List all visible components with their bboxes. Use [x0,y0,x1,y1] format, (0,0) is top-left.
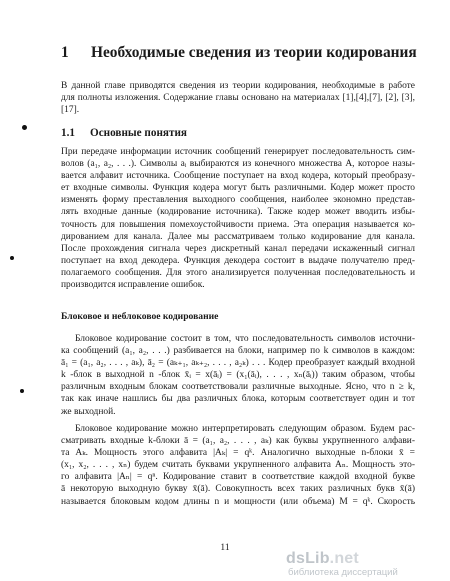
chapter-heading [61,44,421,62]
text-line: ка сообщений (a₁, a₂, . . .) разбивается на блоки, например по k символов в каждом: [61,346,415,357]
paragraph-2 [61,333,415,418]
text-line: ā некоторую выходную букву x̄(ā). Совокупность всех таких различных букв x̄(ā) [61,484,415,495]
text-line: (x₁, x₂, . . . , xₙ) будем считать буквами укрупненного алфавита Aₙ. Мощность это- [61,460,415,471]
text-line: волов (a₁, a₂, . . .). Символы aᵢ выбираются из конечного множества A, которое назы- [61,159,415,170]
watermark-logo-accent: .net [329,550,359,567]
margin-dot [22,125,27,130]
text-line: полагаемого сообщения. Для этого анализируется полученная последовательность и [61,267,415,278]
text-line: лять входные данные (кодирование источника). Также кодер может вводить избы- [61,207,415,218]
text-line: [17]. [61,105,80,116]
text-line: ā₁ = (a₁, a₂, . . . , aₖ), ā₂ = (aₖ₊₁, aₖ₊₂, . . . , a₂ₖ) . . . Кодер преобразует каждый входной [61,358,415,369]
chapter-title: Необходимые сведения из теории кодирования [91,44,417,61]
section-number: 1.1 [61,127,75,139]
text-line: изменять форму преставления выходного сообщения, наиболее экономно представ- [61,195,415,206]
text-line: же выходной. [61,406,116,417]
intro-paragraph [61,80,415,116]
section-title: Основные понятия [90,127,187,139]
text-line: При передаче информации источник сообщений генерирует последовательность сим- [61,147,415,157]
text-line: различным входным блокам соответствовали различные выходные. Ясно, что n ≥ k, [61,382,415,393]
margin-dot [10,256,14,260]
margin-dot [20,389,24,393]
watermark-caption: библиотека диссертаций [288,567,398,578]
text-line: для полноты изложения. Содержание главы основано на материалах [1],[4],[7], [2], [3], [61,93,415,104]
text-line: дированием для канала. Далее мы рассматриваем только кодирование для канала. [61,231,415,242]
text-line: сматривать входные k-блоки ā = (a₁, a₂, . . . , aₖ) как буквы укрупненного алфави- [61,436,415,447]
paragraph-3 [61,423,415,508]
text-line: так как иначе нашлись бы два различных блока, которым соответствует один и тот [61,394,415,405]
text-line: поступает на вход декодера. Функция декодера состоит в выдаче получателю пред- [61,255,415,266]
text-line: Блоковое кодирование можно интерпретировать следующим образом. Будем рас- [75,424,415,434]
watermark [286,550,436,578]
text-line: производится исправление ошибок. [61,280,205,291]
text-line: точность для повышения помехоустойчивости приема. Эта операция называется ко- [61,219,415,230]
text-line: k -блок в выходной n -блок x̄ᵢ = x(āᵢ) = (x₁(āᵢ), . . . , xₙ(āᵢ)) таким образом, чтобы [61,370,415,381]
text-line: вается алфавит источника. Сообщение поступает на вход кодера, который преобразу- [61,171,415,182]
subsection-heading [61,311,218,322]
section-heading [61,127,187,139]
watermark-logo-main: dsLib [286,550,330,567]
chapter-number: 1 [61,44,69,61]
text-line: В данной главе приводятся сведения из теории кодирования, необходимые в работе [61,81,415,91]
text-line: та Aₖ. Мощность этого алфавита |Aₖ| = qᵏ. Аналогично выходные n-блоки x̄ = [61,448,415,459]
text-line: После прохождения сигнала через дискретный канал передачи искаженный сигнал [61,243,415,254]
text-line: го алфавита |Aₙ| = qⁿ. Кодирование ставит в соответствие каждой входной букве [61,472,415,483]
watermark-logo [286,550,359,568]
subsection-title: Блоковое и неблоковое кодирование [61,311,219,322]
paragraph-1 [61,146,415,291]
page-number: 11 [220,543,230,553]
text-line: Блоковое кодирование состоит в том, что последовательность символов источни- [75,334,415,344]
text-line: называется блоковым кодом длины n и мощности (или объема) M = qᵏ. Скорость [61,496,415,507]
text-line: ет входные символы. Функция кодера могут быть различными. Кодер может просто [61,183,415,194]
